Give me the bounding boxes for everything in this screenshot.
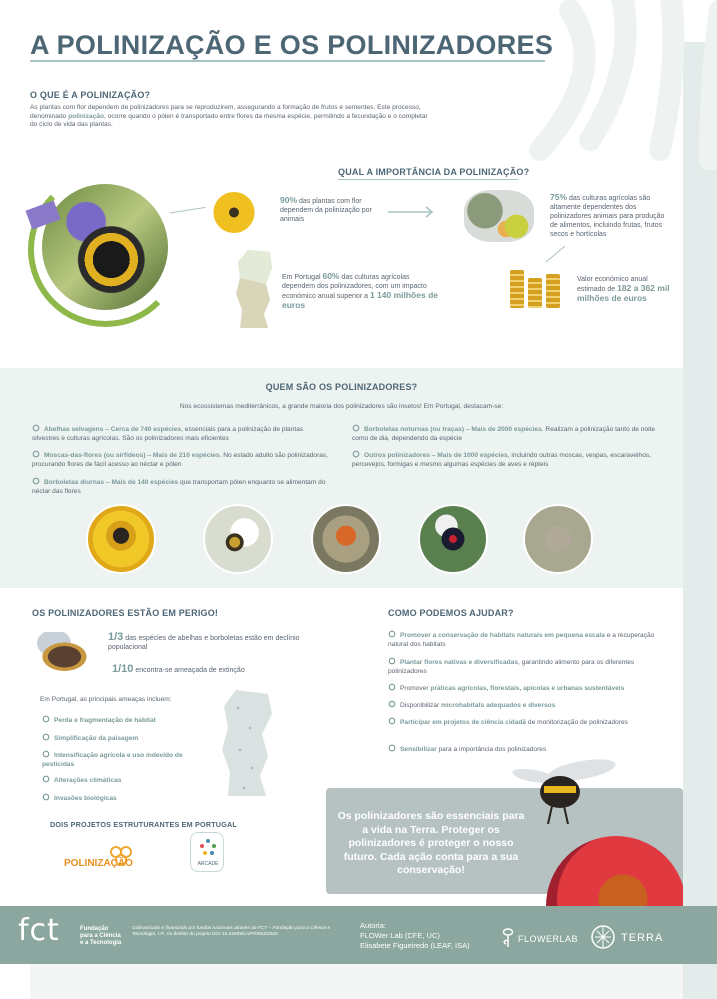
list-item: Abelhas selvagens – Cerca de 740 espécies, essenciais para a polinização de plantas silvestres e culturas agrícolas. São os polinizadores mais eficientes: [32, 426, 304, 442]
flower-icon: [388, 717, 396, 725]
threat-item: Intensificação agrícola e uso indevido de pesticidas: [42, 752, 183, 768]
fct-name: Fundação para a Ciência e a Tecnologia: [80, 926, 122, 946]
stat-75: 75% das culturas agrícolas são altamente dependentes dos polinizadores animais para produção de alimentos, incluindo frutas, frutos secos e hortícolas: [550, 192, 665, 238]
threat-item: Perda e fragmentação de habitat: [42, 715, 212, 726]
help-item: Plantar flores nativas e diversificadas, garantindo alimento para os diferentes polinizadores: [388, 659, 635, 675]
arrow-right-icon: [388, 206, 436, 218]
flower-icon: [32, 450, 40, 458]
hoverfly-photo: [203, 504, 273, 574]
flower-icon: [352, 424, 360, 432]
list-item: Moscas-das-flores (ou sirfídeos) – Mais de 210 espécies. No estado adulto são polinizadoras, procurando flores de fácil acesso ao néctar e pólen: [32, 452, 329, 468]
globe-fruits-image: [462, 188, 536, 244]
flower-icon: [42, 733, 50, 741]
flowerlab-logo-icon: [500, 927, 516, 949]
threat-item: Invasões biológicas: [42, 793, 212, 804]
threats-intro: Em Portugal, as principais ameaças incluem:: [40, 696, 172, 703]
flower-icon: [42, 775, 50, 783]
stat-60: Em Portugal 60% das culturas agrícolas dependem dos polinizadores, com um impacto económico anual superior a 1 140 milhões de euros: [282, 271, 438, 310]
stat-frac-1: 1/3 das espécies de abelhas e borboletas estão em declínio populacional: [108, 631, 300, 651]
authors: Autoria: FLOWer Lab (CFE, UC) Elisabete Figueiredo (LEAF, ISA): [360, 921, 470, 950]
butterfly-photo: [311, 504, 381, 574]
polinizacao-logo: POLINIZAÇÃO: [64, 842, 154, 882]
coins-icon: [510, 268, 560, 310]
threat-item: Simplificação da paisagem: [42, 733, 212, 744]
bottom-strip: [30, 964, 683, 999]
list-item: Borboletas diurnas – Mais de 140 espécies que transportam pólen enquanto se alimentam do néctar das flores: [32, 479, 326, 495]
dots-icon: [197, 837, 219, 859]
terra-logo: TERRA: [621, 932, 664, 944]
connector-line-2: [540, 246, 570, 266]
portugal-map-icon: [216, 688, 278, 800]
help-item: Disponibilizar microhabitats adequados e diversos: [388, 700, 668, 711]
help-item: Promover práticas agrícolas, florestais, apícolas e urbanas sustentáveis: [388, 683, 668, 694]
help-item: Sensibilizar para a importância dos polinizadores: [388, 744, 668, 755]
arcade-logo: ARCADE: [190, 832, 224, 872]
who-heading: QUEM SÃO OS POLINIZADORES?: [265, 382, 418, 392]
funding-text: Cofinanciado e financiado por fundos nacionais através da FCT – Fundação para a Ciência e Tecnologia, I.P., no âmbito do projeto DOI 10.54499/LA/P/0063/2020: [132, 926, 331, 938]
flower-icon: [32, 477, 40, 485]
bumblebee-illustration: [512, 758, 622, 828]
connector-line: [170, 195, 210, 215]
stat-frac-2: 1/10 encontra-se ameaçada de extinção: [112, 663, 245, 675]
stat-value: Valor económico anual estimado de 182 a 362 mil milhões de euros: [577, 276, 670, 303]
fct-logo: fct: [18, 913, 60, 948]
portugal-map-icon: [230, 248, 280, 330]
importance-rule: [338, 179, 518, 180]
flower-icon: [352, 450, 360, 458]
title-rule: [30, 60, 545, 62]
threat-item: Alterações climáticas: [42, 775, 212, 786]
what-text: As plantas com flor dependem de polinizadores para se reproduzirem, assegurando a formação de frutos e sementes. Este processo, denominado polinização, ocorre quando o pólen é transportado entre flores da mesma espécie, permitindo a fecundação e o completar do ciclo de vida das plantas.: [30, 104, 428, 129]
flower-icon: [32, 424, 40, 432]
help-heading: COMO PODEMOS AJUDAR?: [388, 608, 514, 618]
flower-icon: [388, 657, 396, 665]
flowerlab-logo: FLOWERLAB: [518, 934, 579, 944]
right-decor-band: [683, 42, 717, 999]
flower-icon: [42, 793, 50, 801]
message-text: Os polinizadores são essenciais para a vida na Terra. Proteger os polinizadores é proteger o nosso futuro. Cada ação conta para a sua conservação!: [337, 810, 525, 876]
flower-icon: [42, 750, 50, 758]
who-intro: Nos ecossistemas mediterrânicos, a grande maioria dos polinizadores são insetos! Em Portugal, destacam-se:: [179, 403, 504, 410]
wild-bee-photo: [86, 504, 156, 574]
what-heading: O QUE É A POLINIZAÇÃO?: [30, 90, 151, 100]
bird-photo: [523, 504, 593, 574]
list-item: Outros polinizadores – Mais de 1000 espécies, incluindo outras moscas, vespas, escaravelhos, percevejos, formigas e mesmo algumas espécies de aves e répteis: [352, 452, 651, 468]
help-item: Promover a conservação de habitats naturais em pequena escala e a recuperação natural dos habitats: [388, 632, 655, 648]
list-item: Borboletas noturnas (ou traças) – Mais de 2000 espécies. Realizam a polinização tanto de noite como de dia, dependendo da espécie: [352, 426, 656, 442]
flower-icon: [388, 683, 396, 691]
flower-icon: [42, 715, 50, 723]
decorative-rays: [470, 0, 717, 170]
projects-heading: DOIS PROJETOS ESTRUTURANTES EM PORTUGAL: [50, 820, 237, 829]
flower-icon: [388, 700, 396, 708]
danger-heading: OS POLINIZADORES ESTÃO EM PERIGO!: [32, 608, 219, 618]
bee-illustration: [26, 632, 96, 677]
moth-photo: [418, 504, 488, 574]
coneflower-image: [540, 826, 683, 906]
importance-heading: QUAL A IMPORTÂNCIA DA POLINIZAÇÃO?: [338, 167, 530, 177]
flower-icon: [388, 630, 396, 638]
bumblebee-photo: [40, 182, 170, 312]
stat-90: 90% das plantas com flor dependem da polinização por animais: [280, 195, 372, 223]
yellow-flower-photo: [205, 190, 263, 235]
page-title: A POLINIZAÇÃO E OS POLINIZADORES: [30, 30, 554, 60]
terra-logo-icon: [590, 924, 616, 950]
help-item: Participar em projetos de ciência cidadã de monitorização de polinizadores: [388, 717, 668, 728]
flower-icon: [388, 744, 396, 752]
